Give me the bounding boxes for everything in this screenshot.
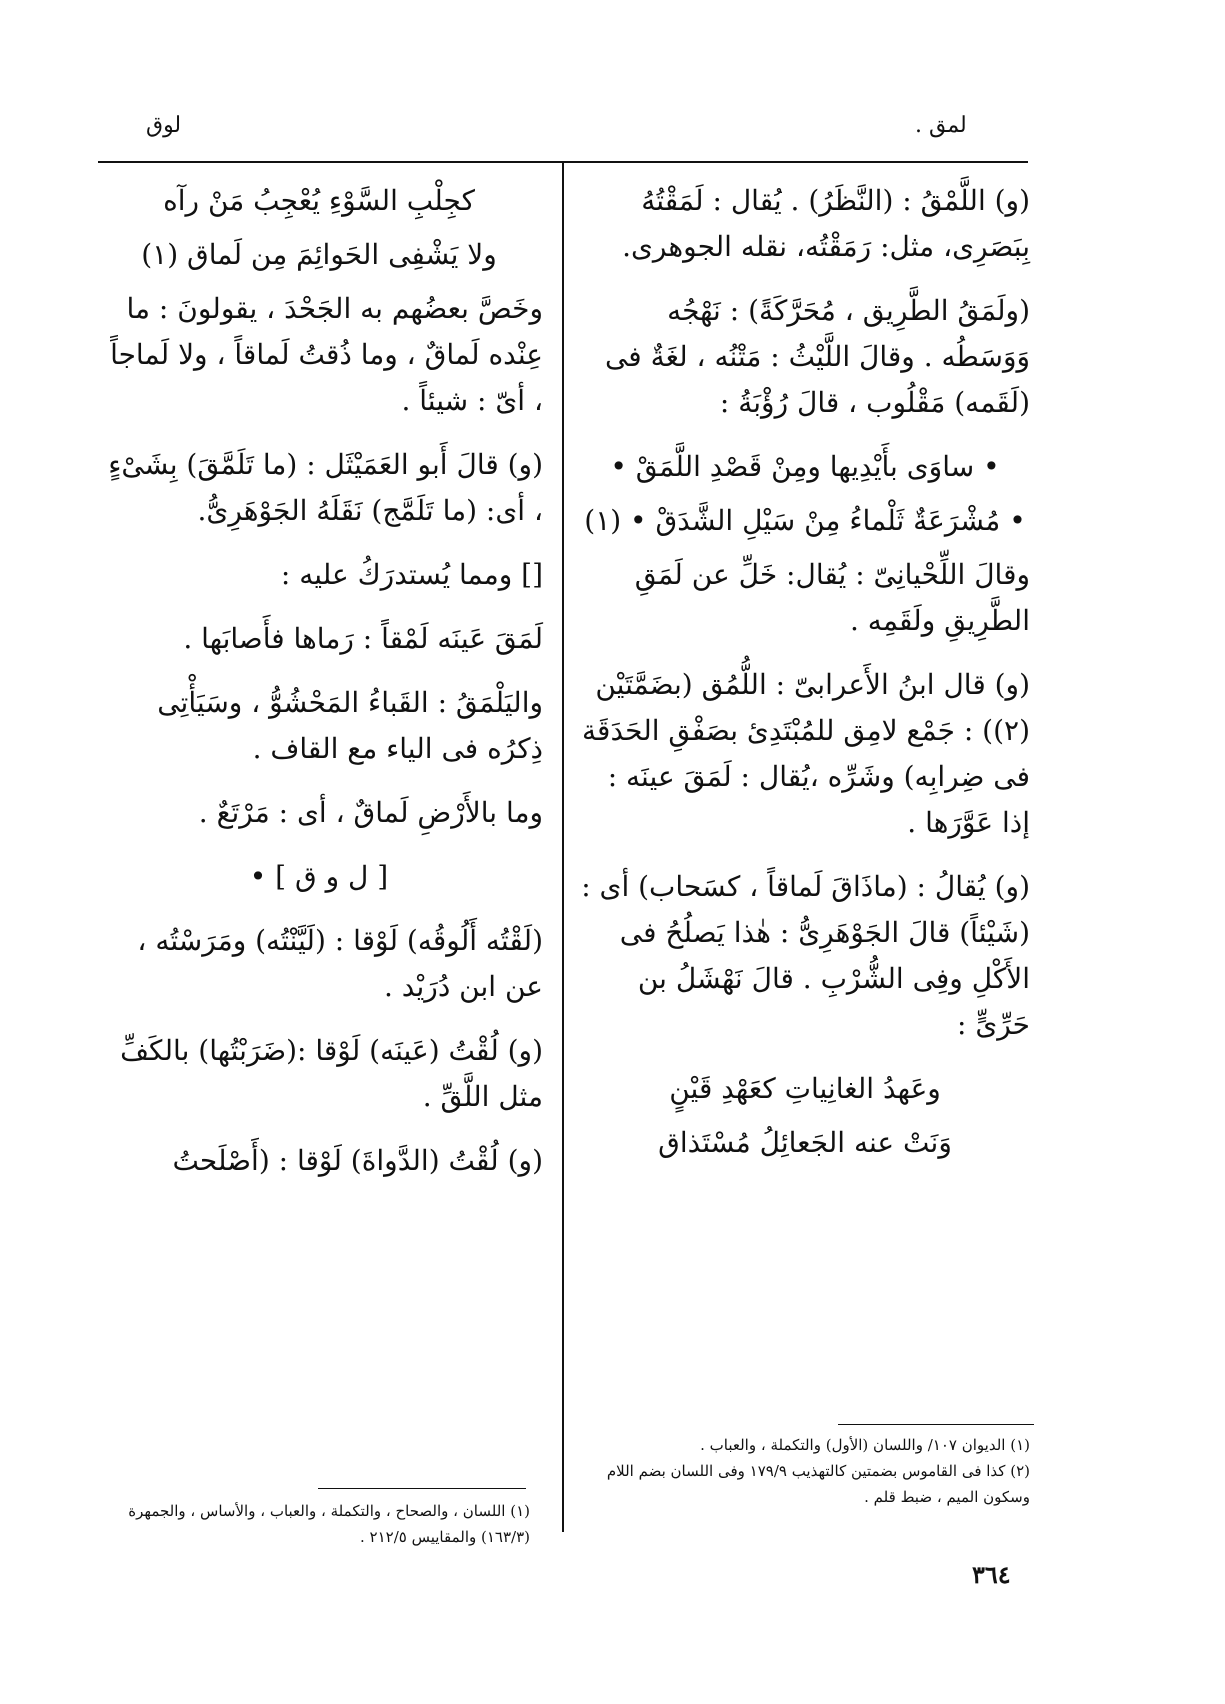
verse-line: وعَهدُ الغانِياتِ كعَهْدِ قَيْنٍ xyxy=(669,1072,941,1105)
entry-paragraph: (و) يُقالُ : (ماذَاقَ لَماقاً ، كسَحاب) أى : (شَيْئاً) قالَ الجَوْهَرِىُّ : هٰذا يَصلُحُ فى الأَكْلِ وفِى الشُّرْبِ . قالَ نَهْشَلُ بن حَرِّىٍّ : xyxy=(581,870,1030,1041)
entry-paragraph: (لَقْتُه أَلُوقُه) لَوْقا : (لَيَّنْتُه) ومَرَسْتُه ، عن ابن دُرَيْد . xyxy=(137,924,543,1003)
column-divider xyxy=(562,162,564,1532)
verse-line: كجِلْبِ السَّوْءِ يُعْجِبُ مَنْ رآه xyxy=(163,184,475,217)
verse-line: ولا يَشْفِى الحَوائِمَ مِن لَماق (١) xyxy=(141,238,497,271)
entry-paragraph: (ولَمَقُ الطَّرِيق ، مُحَرَّكَةً) : نَهْجُه وَوَسَطُه . وقالَ اللَّيْثُ : مَتْنُه ، لغَةٌ فى (لَقَمه) مَقْلُوب ، قالَ رُؤْبَةُ : xyxy=(604,294,1030,419)
entry-paragraph: (و) لُقْتُ (الدَّواةَ) لَوْقا : (أَصْلَحتُ xyxy=(172,1144,543,1177)
footnote: (٢) كذا فى القاموس بضمتين كالتهذيب ١٧٩/٩ وفى اللسان بضم اللام وسكون الميم ، ضبط قلم . xyxy=(606,1462,1030,1506)
entry-paragraph: (و) لُقْتُ (عَينَه) لَوْقا :(ضَرَبْتُها) بالكَفِّ مثل اللَّقِّ . xyxy=(120,1034,543,1113)
header-headword-left: لوق xyxy=(146,113,182,138)
footnote: (١) الديوان ١٠٧/ واللسان (الأول) والتكملة ، والعباب . xyxy=(700,1436,1030,1454)
entry-paragraph: (و) قال ابنُ الأَعرابىّ : اللُّمُق (بضَمَّتَيْن (٢)) : جَمْع لامِق للمُبْتَدِئ بصَفْقِ الحَدَقَة فى ضِرابِه) وشَرِّه ،يُقال : لَمَقَ عينَه : إذا عَوَّرَها . xyxy=(582,668,1030,839)
right-column xyxy=(580,178,1030,1174)
page-number: ٣٦٤ xyxy=(972,1560,1011,1589)
footnote: (١) اللسان ، والصحاح ، والتكملة ، والعباب ، والأساس ، والجمهرة (١٦٣/٣) والمقاييس ٢١٢/٥ . xyxy=(128,1502,530,1546)
header-headword-right: لمق . xyxy=(915,113,967,138)
verse-line: وَنَتْ عنه الجَعائِلُ مُسْتَذاق xyxy=(658,1126,952,1159)
footnotes-left xyxy=(120,1498,530,1550)
section-heading: [ ل و ق ] • xyxy=(249,860,389,893)
entry-paragraph: واليَلْمَقُ : القَباءُ المَحْشُوُّ ، وسَيَأْتِى ذِكرُه فى الياء مع القاف . xyxy=(157,686,543,765)
entry-paragraph: (و) اللَّمْقُ : (النَّظَرُ) . يُقال : لَمَقْتُهُ بِبَصَرِى، مثل: رَمَقْتُه، نقله الجوهرى. xyxy=(622,184,1030,263)
entry-paragraph: لَمَقَ عَينَه لَمْقاً : رَماها فأَصابَها . xyxy=(183,622,543,655)
entry-paragraph: وخَصَّ بعضُهم به الجَحْدَ ، يقولونَ : ما عِنْده لَماقٌ ، وما ذُقتُ لَماقاً ، ولا لَماجاً ، أىّ : شيئاً . xyxy=(110,292,543,417)
entry-paragraph: وقالَ اللِّحْيانِىّ : يُقال: خَلِّ عن لَمَقِ الطَّرِيقِ ولَقَمِه . xyxy=(634,558,1030,637)
footnote-rule-right xyxy=(838,1424,1034,1425)
footnotes-right xyxy=(590,1432,1030,1510)
verse-line: • مُشْرَعَةٌ ثَلْماءُ مِنْ سَيْلِ الشَّدَقْ • (١) xyxy=(584,504,1026,537)
verse-line: • ساوَى بأَيْدِيها ومِنْ قَصْدِ اللَّمَقْ • xyxy=(610,450,1000,483)
entry-paragraph: (و) قالَ أَبو العَمَيْثَل : (ما تَلَمَّقَ) بِشَىْءٍ ، أى: (ما تَلَمَّج) نَقَلَهُ الجَوْهَرِىُّ. xyxy=(108,448,543,527)
footnote-rule-left xyxy=(318,1488,526,1489)
left-column xyxy=(95,178,543,1202)
entry-paragraph: [] ومما يُستدرَكُ عليه : xyxy=(280,558,543,591)
entry-paragraph: وما بالأَرْضِ لَماقٌ ، أى : مَرْتَعٌ . xyxy=(198,796,543,829)
